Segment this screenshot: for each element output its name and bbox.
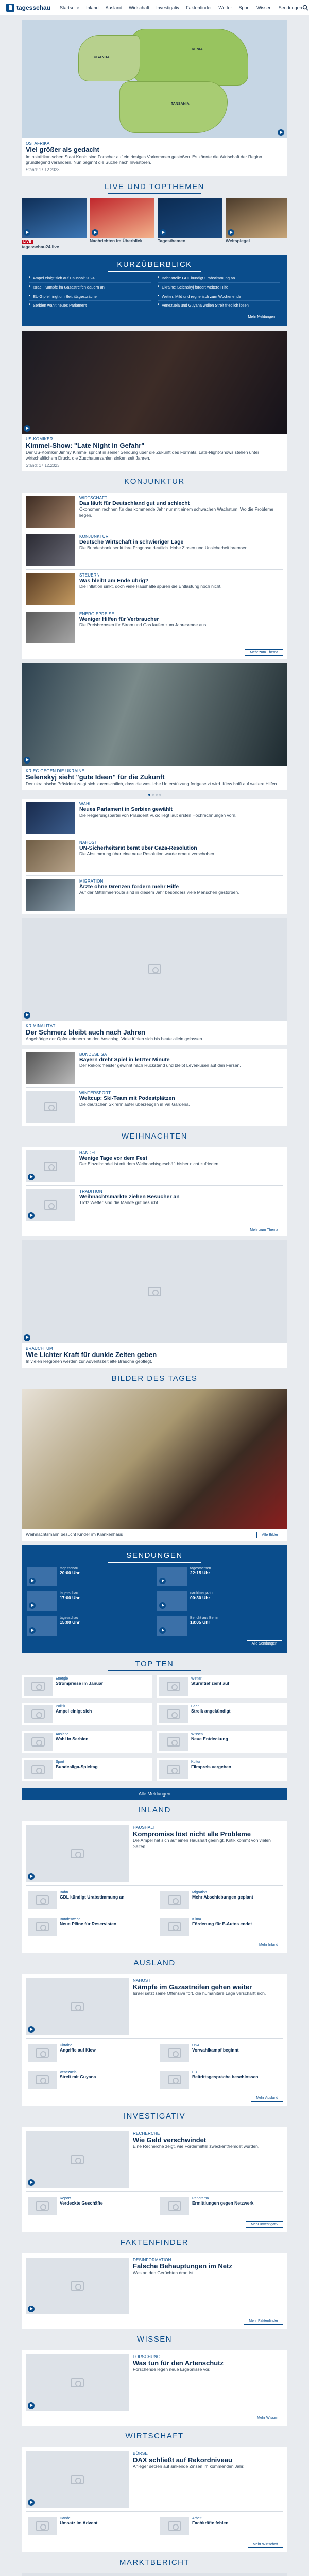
item-title[interactable]: Weniger Hilfen für Verbraucher bbox=[79, 616, 159, 622]
item-title[interactable]: Weihnachtsmärkte ziehen Besucher an bbox=[79, 1193, 180, 1200]
region-item[interactable] bbox=[158, 1889, 283, 1911]
kb-more-button[interactable]: Mehr Meldungen bbox=[243, 314, 280, 320]
item-title[interactable]: Was bleibt am Ende übrig? bbox=[79, 577, 149, 584]
section-heading-inland: INLAND bbox=[22, 1806, 287, 1817]
hero-text: Im ostafrikanischen Staat Kenia sind Forscher auf ein riesiges Vorkommen gestoßen. Es könnte die Wirtschaft der Region grundlegend verändern. Nun beginnt die Suche nach Investoren. bbox=[26, 154, 262, 165]
kb-item[interactable]: ■ Serbien wählt neues Parlament bbox=[29, 303, 151, 310]
investigativ-section bbox=[22, 2127, 287, 2232]
item-text: Der Einzelhandel ist mit dem Weihnachtsgeschäft bisher nicht zufrieden. bbox=[79, 1161, 220, 1167]
item-title[interactable]: Das läuft für Deutschland gut und schlecht bbox=[79, 500, 190, 506]
item-title: Umsatz im Advent bbox=[60, 2520, 98, 2526]
item-text: Eine Recherche zeigt, wie Fördermittel zweckentfremdet wurden. bbox=[133, 2144, 260, 2149]
region-item[interactable] bbox=[26, 2195, 151, 2217]
item-text: Die Abstimmung über eine neue Resolution wurde erneut verschoben. bbox=[79, 851, 216, 857]
map-label: TANSANIA bbox=[171, 102, 190, 106]
fakten-section bbox=[22, 2253, 287, 2329]
image-placeholder bbox=[22, 2573, 287, 2576]
item-title[interactable]: Weltcup: Ski-Team mit Podestplätzen bbox=[79, 1095, 175, 1101]
live-item-title: Weltspiegel bbox=[226, 238, 250, 243]
lead-item[interactable] bbox=[26, 2354, 283, 2414]
item-title: Mehr Abschiebungen geplant bbox=[192, 1894, 253, 1900]
teaser-kicker: BRAUCHTUM bbox=[26, 1346, 53, 1351]
item-title: Angriffe auf Kiew bbox=[60, 2047, 96, 2053]
section-heading-markt: MARKTBERICHT bbox=[22, 2558, 287, 2569]
item-title: GDL kündigt Urabstimmung an bbox=[60, 1894, 125, 1900]
item-title: Beitrittsgespräche beschlossen bbox=[192, 2074, 259, 2079]
region-item[interactable] bbox=[26, 2069, 151, 2091]
feature-title[interactable]: Kimmel-Show: "Late Night in Gefahr" bbox=[26, 442, 145, 449]
ukraine-teaser[interactable] bbox=[22, 663, 287, 790]
sendung-kicker: tagesschau bbox=[60, 1566, 78, 1570]
live-item[interactable] bbox=[158, 198, 222, 250]
teaser-title[interactable]: Der Schmerz bleibt auch nach Jahren bbox=[26, 1028, 145, 1036]
wissen-section bbox=[22, 2350, 287, 2426]
sendung-kicker: nachtmagazin bbox=[190, 1591, 213, 1595]
ukraine-kicker: KRIEG GEGEN DIE UKRAINE bbox=[26, 768, 84, 773]
region-item[interactable] bbox=[158, 2515, 283, 2537]
item-kicker: DESINFORMATION bbox=[133, 2257, 171, 2262]
list-item[interactable] bbox=[26, 799, 283, 837]
sendung-kicker: tagesschau bbox=[60, 1591, 78, 1595]
item-kicker: Venezuela bbox=[60, 2070, 77, 2074]
feature-text: Der US-Komiker Jimmy Kimmel spricht in seiner Sendung über die Zukunft des Formats. Late-Night-Shows stehen unter wirtschaftlichem Druck, die Zuschauerzahlen sinken seit Jahren. bbox=[26, 449, 260, 461]
item-title: Ermittlungen gegen Netzwerk bbox=[192, 2200, 254, 2206]
gallery-more-button[interactable]: Alle Bilder bbox=[256, 1532, 283, 1538]
list-item[interactable] bbox=[26, 570, 283, 608]
ukraine-text: Der ukrainische Präsident zeigt sich zuversichtlich, dass die westliche Unterstützung fortgesetzt wird. Kiew hofft auf weitere Hilfen. bbox=[26, 781, 278, 787]
wissen-more-button[interactable]: Mehr Wissen bbox=[252, 2415, 283, 2421]
hero-map-image bbox=[22, 20, 287, 138]
sendung-title: 00:30 Uhr bbox=[190, 1595, 210, 1600]
lead-item[interactable] bbox=[26, 1978, 283, 2039]
item-kicker: WINTERSPORT bbox=[79, 1090, 111, 1095]
main-nav bbox=[60, 5, 302, 10]
investigativ-more-button[interactable]: Mehr Investigativ bbox=[246, 2221, 283, 2228]
nav-item[interactable]: Inland bbox=[86, 5, 99, 10]
list-item[interactable] bbox=[26, 1049, 283, 1088]
item-kicker: WAHL bbox=[79, 801, 92, 806]
section-heading-weihnachten: WEIHNACHTEN bbox=[22, 1132, 287, 1143]
play-icon[interactable] bbox=[278, 129, 284, 136]
sendung-title: 15:00 Uhr bbox=[60, 1619, 80, 1625]
list-item[interactable] bbox=[26, 1088, 283, 1126]
live-badge: LIVE bbox=[22, 240, 33, 244]
item-title[interactable]: Bayern dreht Spiel in letzter Minute bbox=[79, 1056, 170, 1063]
live-item[interactable] bbox=[90, 198, 154, 250]
lead-item[interactable] bbox=[26, 2258, 283, 2317]
item-title: Wahl in Serbien bbox=[56, 1736, 89, 1741]
item-title[interactable]: Deutsche Wirtschaft in schwieriger Lage bbox=[79, 538, 184, 545]
sendung-title: 17:00 Uhr bbox=[60, 1595, 80, 1600]
section-heading-wissen: WISSEN bbox=[22, 2335, 287, 2346]
live-item-title: Tagesthemen bbox=[158, 238, 186, 243]
item-kicker: FORSCHUNG bbox=[133, 2354, 161, 2359]
section-heading-sendungen: SENDUNGEN bbox=[27, 1551, 282, 1563]
item-kicker: Ausland bbox=[56, 1732, 69, 1736]
list-item[interactable] bbox=[26, 837, 283, 876]
wirtschaft-section bbox=[22, 2447, 287, 2552]
search-icon[interactable] bbox=[302, 5, 308, 11]
feature-kicker: US-KOMIKER bbox=[26, 437, 53, 442]
item-title: Streik angekündigt bbox=[191, 1708, 231, 1714]
ausland-more-button[interactable]: Mehr Ausland bbox=[251, 2095, 283, 2102]
item-kicker: NAHOST bbox=[79, 840, 97, 845]
item-kicker: KONJUNKTUR bbox=[79, 534, 109, 539]
site-header bbox=[0, 0, 309, 15]
sendung-item[interactable] bbox=[27, 1591, 152, 1611]
kb-item[interactable]: ■ Israel: Kämpfe im Gazastreifen dauern an bbox=[29, 285, 151, 292]
item-kicker: Bundeswehr bbox=[60, 1917, 80, 1921]
hero-title[interactable]: Viel größer als gedacht bbox=[26, 146, 99, 154]
item-text: Auf der Mittelmeerroute sind in diesem Jahr besonders viele Menschen gestorben. bbox=[79, 890, 239, 895]
image-placeholder bbox=[22, 918, 287, 1021]
section-heading-top: TOP TEN bbox=[22, 1659, 287, 1671]
item-title: Strompreise im Januar bbox=[56, 1680, 104, 1686]
item-text: Der Rekordmeister gewinnt nach Rückstand und bleibt Leverkusen auf den Fersen. bbox=[79, 1063, 241, 1069]
logo-mark-icon bbox=[6, 4, 14, 12]
item-title[interactable]: Wenige Tage vor dem Fest bbox=[79, 1155, 148, 1161]
sendungen-more-button[interactable]: Alle Sendungen bbox=[247, 1640, 282, 1647]
item-kicker: Wetter bbox=[191, 1676, 202, 1681]
item-title: Bundesliga-Spieltag bbox=[56, 1764, 98, 1769]
sendung-kicker: tagesthemen bbox=[190, 1566, 211, 1570]
region-item[interactable] bbox=[26, 1889, 151, 1911]
placeholder-teaser[interactable] bbox=[22, 918, 287, 1045]
item-title: Streit mit Guyana bbox=[60, 2074, 96, 2079]
top-list bbox=[22, 1675, 287, 1781]
teaser-text: In vielen Regionen werden zur Adventszeit alte Bräuche gepflegt. bbox=[26, 1359, 152, 1364]
nav-item[interactable]: Startseite bbox=[60, 5, 80, 10]
section-heading-konjunktur: KONJUNKTUR bbox=[22, 477, 287, 488]
item-kicker: MIGRATION bbox=[79, 878, 104, 884]
item-text: Die Regierungspartei von Präsident Vucic liegt laut ersten Hochrechnungen vorn. bbox=[79, 812, 237, 818]
nav-item[interactable]: Wetter bbox=[218, 5, 232, 10]
item-title[interactable]: Kompromiss löst nicht alle Probleme bbox=[133, 1829, 251, 1838]
lead-item[interactable] bbox=[26, 2451, 283, 2512]
item-kicker: Arbeit bbox=[192, 2516, 202, 2520]
top-item[interactable] bbox=[22, 1731, 152, 1753]
hero-meta: Stand: 17.12.2023 bbox=[26, 167, 60, 172]
section-heading-bilder: BILDER DES TAGES bbox=[22, 1374, 287, 1385]
carousel-dots[interactable] bbox=[22, 794, 287, 796]
item-kicker: USA bbox=[192, 2043, 200, 2047]
section-heading-investigativ: INVESTIGATIV bbox=[22, 2112, 287, 2123]
item-kicker: Sport bbox=[56, 1760, 64, 1764]
item-text: Was an den Gerüchten dran ist. bbox=[133, 2270, 195, 2276]
item-title: Vorwahlkampf beginnt bbox=[192, 2047, 239, 2053]
list-item[interactable] bbox=[26, 1147, 283, 1186]
konjunktur-more-button[interactable]: Mehr zum Thema bbox=[245, 649, 283, 656]
logo-text: tagesschau bbox=[16, 4, 51, 11]
item-title[interactable]: DAX schließt auf Rekordniveau bbox=[133, 2455, 232, 2464]
kb-item[interactable]: ■ Venezuela und Guyana wollen Streit friedlich lösen bbox=[158, 303, 280, 310]
section-heading-fakten: FAKTENFINDER bbox=[22, 2238, 287, 2249]
region-item[interactable] bbox=[26, 2515, 151, 2537]
item-text: Die Inflation sinkt, doch viele Haushalte spüren die Entlastung noch nicht. bbox=[79, 584, 222, 589]
live-item[interactable] bbox=[226, 198, 287, 250]
nav-item[interactable]: Faktenfinder bbox=[186, 5, 212, 10]
ukraine-title[interactable]: Selenskyj sieht "gute Ideen" für die Zukunft bbox=[26, 773, 165, 781]
nav-item[interactable]: Sendungen bbox=[278, 5, 302, 10]
item-kicker: HAUSHALT bbox=[133, 1825, 156, 1830]
feature-meta: Stand: 17.12.2023 bbox=[26, 463, 60, 468]
region-item[interactable] bbox=[158, 2195, 283, 2217]
list-item[interactable] bbox=[26, 531, 283, 570]
item-kicker: Wissen bbox=[191, 1732, 203, 1736]
item-kicker: Bahn bbox=[191, 1704, 200, 1708]
item-kicker: Migration bbox=[192, 1890, 207, 1894]
item-text: Forschende legen neue Ergebnisse vor. bbox=[133, 2367, 211, 2372]
item-kicker: EU bbox=[192, 2070, 197, 2074]
sendung-item[interactable] bbox=[27, 1567, 152, 1586]
item-text: Israel setzt seine Offensive fort, die humanitäre Lage verschärft sich. bbox=[133, 1991, 266, 1996]
hero-teaser[interactable] bbox=[22, 20, 287, 176]
news-list bbox=[22, 799, 287, 914]
weihnachten-more-button[interactable]: Mehr zum Thema bbox=[245, 1227, 283, 1233]
top-item[interactable] bbox=[157, 1731, 287, 1753]
item-title[interactable]: Kämpfe im Gazastreifen gehen weiter bbox=[133, 1982, 252, 1991]
kb-item[interactable]: ■ EU-Gipfel ringt um Beitrittsgespräche bbox=[29, 294, 151, 301]
item-kicker: WIRTSCHAFT bbox=[79, 495, 108, 500]
kurzueberblick-box bbox=[22, 255, 287, 326]
sendung-title: 18:05 Uhr bbox=[190, 1619, 210, 1625]
live-item[interactable] bbox=[22, 198, 87, 250]
kb-item[interactable]: ■ Bahnstreik: GDL kündigt Urabstimmung an bbox=[158, 276, 280, 283]
item-kicker: HANDEL bbox=[79, 1150, 97, 1155]
nav-item[interactable]: Sport bbox=[238, 5, 250, 10]
region-item[interactable] bbox=[158, 2042, 283, 2064]
live-carousel bbox=[22, 198, 287, 250]
item-kicker: TRADITION bbox=[79, 1189, 102, 1194]
image-placeholder bbox=[22, 1240, 287, 1343]
gallery-image bbox=[22, 1389, 287, 1529]
feature-image bbox=[22, 331, 287, 434]
item-text: Die Bundesbank senkt ihre Prognose deutlich. Hohe Zinsen und Unsicherheit bremsen. bbox=[79, 545, 249, 551]
item-kicker: Panorama bbox=[192, 2196, 209, 2200]
sendung-item[interactable] bbox=[157, 1567, 282, 1586]
top-item[interactable] bbox=[157, 1758, 287, 1781]
kb-item[interactable]: ■ Ampel einigt sich auf Haushalt 2024 bbox=[29, 276, 151, 283]
sendung-title: 20:00 Uhr bbox=[60, 1570, 80, 1575]
item-text: Die Ampel hat sich auf einen Haushalt geeinigt. Kritik kommt von vielen Seiten. bbox=[133, 1838, 271, 1849]
markt-teaser[interactable] bbox=[22, 2573, 287, 2576]
section-heading-live: LIVE UND TOPTHEMEN bbox=[22, 182, 287, 194]
kb-item[interactable]: ■ Ukraine: Selenskyj fordert weitere Hilfe bbox=[158, 285, 280, 292]
lead-item[interactable] bbox=[26, 2131, 283, 2192]
hero-kicker: OSTAFRIKA bbox=[26, 141, 50, 146]
list-item[interactable] bbox=[26, 876, 283, 914]
top-item[interactable] bbox=[22, 1675, 152, 1698]
sendung-item[interactable] bbox=[157, 1616, 282, 1636]
teaser-text: Angehörige der Opfer erinnern an den Anschlag. Viele fühlen sich bis heute allein gelassen. bbox=[26, 1036, 203, 1042]
item-title[interactable]: Ärzte ohne Grenzen fordern mehr Hilfe bbox=[79, 883, 179, 890]
site-logo[interactable] bbox=[6, 4, 50, 12]
ausland-section bbox=[22, 1974, 287, 2106]
sendung-kicker: tagesschau bbox=[60, 1616, 78, 1620]
item-title[interactable]: Was tun für den Artenschutz bbox=[133, 2359, 224, 2367]
section-heading-kb: KURZÜBERBLICK bbox=[29, 260, 280, 272]
region-item[interactable] bbox=[26, 1916, 151, 1938]
sendung-item[interactable] bbox=[157, 1591, 282, 1611]
item-kicker: STEUERN bbox=[79, 572, 100, 578]
placeholder-teaser[interactable] bbox=[22, 1240, 287, 1368]
sendung-item[interactable] bbox=[27, 1616, 152, 1636]
list-item[interactable] bbox=[26, 493, 283, 531]
inland-section bbox=[22, 1821, 287, 1953]
item-kicker: Report bbox=[60, 2196, 71, 2200]
item-kicker: Kultur bbox=[191, 1760, 201, 1764]
nav-item[interactable]: Investigativ bbox=[156, 5, 180, 10]
item-title: Sturmtief zieht auf bbox=[191, 1680, 230, 1686]
list-item[interactable] bbox=[26, 1186, 283, 1224]
item-text: Die Preisbremsen für Strom und Gas laufen zum Jahresende aus. bbox=[79, 622, 208, 628]
list-item[interactable] bbox=[26, 608, 283, 647]
wirtschaft-more-button[interactable]: Mehr Wirtschaft bbox=[248, 2541, 283, 2548]
item-title: Verdeckte Geschäfte bbox=[60, 2200, 103, 2206]
all-news-bar[interactable]: Alle Meldungen bbox=[22, 1788, 287, 1800]
item-kicker: BUNDESLIGA bbox=[79, 1052, 107, 1057]
lead-item[interactable] bbox=[26, 1825, 283, 1886]
item-kicker: Klima bbox=[192, 1917, 201, 1921]
item-title: Ampel einigt sich bbox=[56, 1708, 92, 1714]
sendung-title: 22:15 Uhr bbox=[190, 1570, 210, 1575]
item-title[interactable]: Wie Geld verschwindet bbox=[133, 2136, 207, 2144]
feature-teaser[interactable] bbox=[22, 331, 287, 471]
sport-list bbox=[22, 1049, 287, 1126]
item-title: Förderung für E-Autos endet bbox=[192, 1921, 252, 1926]
fakten-more-button[interactable]: Mehr Faktenfinder bbox=[244, 2318, 283, 2325]
item-title: Neue Pläne für Reservisten bbox=[60, 1921, 117, 1926]
kb-item[interactable]: ■ Wetter: Mild und regnerisch zum Wochenende bbox=[158, 294, 280, 301]
nav-item[interactable]: Wirtschaft bbox=[129, 5, 150, 10]
map-label: KENIA bbox=[192, 48, 203, 52]
nav-item[interactable]: Ausland bbox=[105, 5, 123, 10]
live-item-title: tagesschau24 live bbox=[22, 244, 59, 249]
item-title[interactable]: Falsche Behauptungen im Netz bbox=[133, 2262, 232, 2270]
live-item-title: Nachrichten im Überblick bbox=[90, 238, 143, 243]
teaser-kicker: KRIMINALITÄT bbox=[26, 1023, 56, 1028]
item-text: Die deutschen Skirennläufer überzeugen in Val Gardena. bbox=[79, 1101, 190, 1107]
inland-more-button[interactable]: Mehr Inland bbox=[254, 1942, 283, 1948]
item-kicker: Bahn bbox=[60, 1890, 68, 1894]
item-kicker: RECHERCHE bbox=[133, 2131, 160, 2136]
weihnachten-list bbox=[22, 1147, 287, 1236]
section-heading-wirtschaft: WIRTSCHAFT bbox=[22, 2432, 287, 2443]
nav-item[interactable]: Wissen bbox=[256, 5, 272, 10]
top-item[interactable] bbox=[22, 1758, 152, 1781]
region-item[interactable] bbox=[158, 1916, 283, 1938]
region-item[interactable] bbox=[26, 2042, 151, 2064]
item-text: Anleger setzen auf sinkende Zinsen im kommenden Jahr. bbox=[133, 2464, 245, 2469]
top-item[interactable] bbox=[157, 1703, 287, 1725]
section-heading-ausland: AUSLAND bbox=[22, 1959, 287, 1970]
item-kicker: NAHOST bbox=[133, 1978, 151, 1983]
item-kicker: BÖRSE bbox=[133, 2451, 148, 2456]
map-label: UGANDA bbox=[94, 56, 110, 59]
teaser-title[interactable]: Wie Lichter Kraft für dunkle Zeiten geben bbox=[26, 1350, 157, 1359]
gallery-caption: Weihnachtsmann besucht Kinder im Krankenhaus bbox=[26, 1532, 123, 1537]
sendung-kicker: Bericht aus Berlin bbox=[190, 1616, 218, 1620]
item-kicker: Ukraine bbox=[60, 2043, 73, 2047]
item-title[interactable]: UN-Sicherheitsrat berät über Gaza-Resolution bbox=[79, 844, 197, 851]
item-title: Filmpreis vergeben bbox=[191, 1764, 231, 1769]
item-text: Trotz Wetter sind die Märkte gut besucht. bbox=[79, 1200, 159, 1206]
region-item[interactable] bbox=[158, 2069, 283, 2091]
konjunktur-list bbox=[22, 493, 287, 659]
top-item[interactable] bbox=[22, 1703, 152, 1725]
bilder-gallery[interactable] bbox=[22, 1389, 287, 1541]
top-item[interactable] bbox=[157, 1675, 287, 1698]
ukraine-image bbox=[22, 663, 287, 766]
item-text: Ökonomen rechnen für das kommende Jahr nur mit einem schwachen Wachstum. Wo die Probleme liegen. bbox=[79, 506, 274, 518]
item-title: Neue Entdeckung bbox=[191, 1736, 228, 1741]
item-kicker: Politik bbox=[56, 1704, 65, 1708]
item-kicker: Handel bbox=[60, 2516, 72, 2520]
item-kicker: ENERGIEPREISE bbox=[79, 611, 114, 616]
item-kicker: Energie bbox=[56, 1676, 68, 1681]
item-title[interactable]: Neues Parlament in Serbien gewählt bbox=[79, 806, 173, 812]
sendungen-box bbox=[22, 1545, 287, 1653]
item-title: Fachkräfte fehlen bbox=[192, 2520, 229, 2526]
